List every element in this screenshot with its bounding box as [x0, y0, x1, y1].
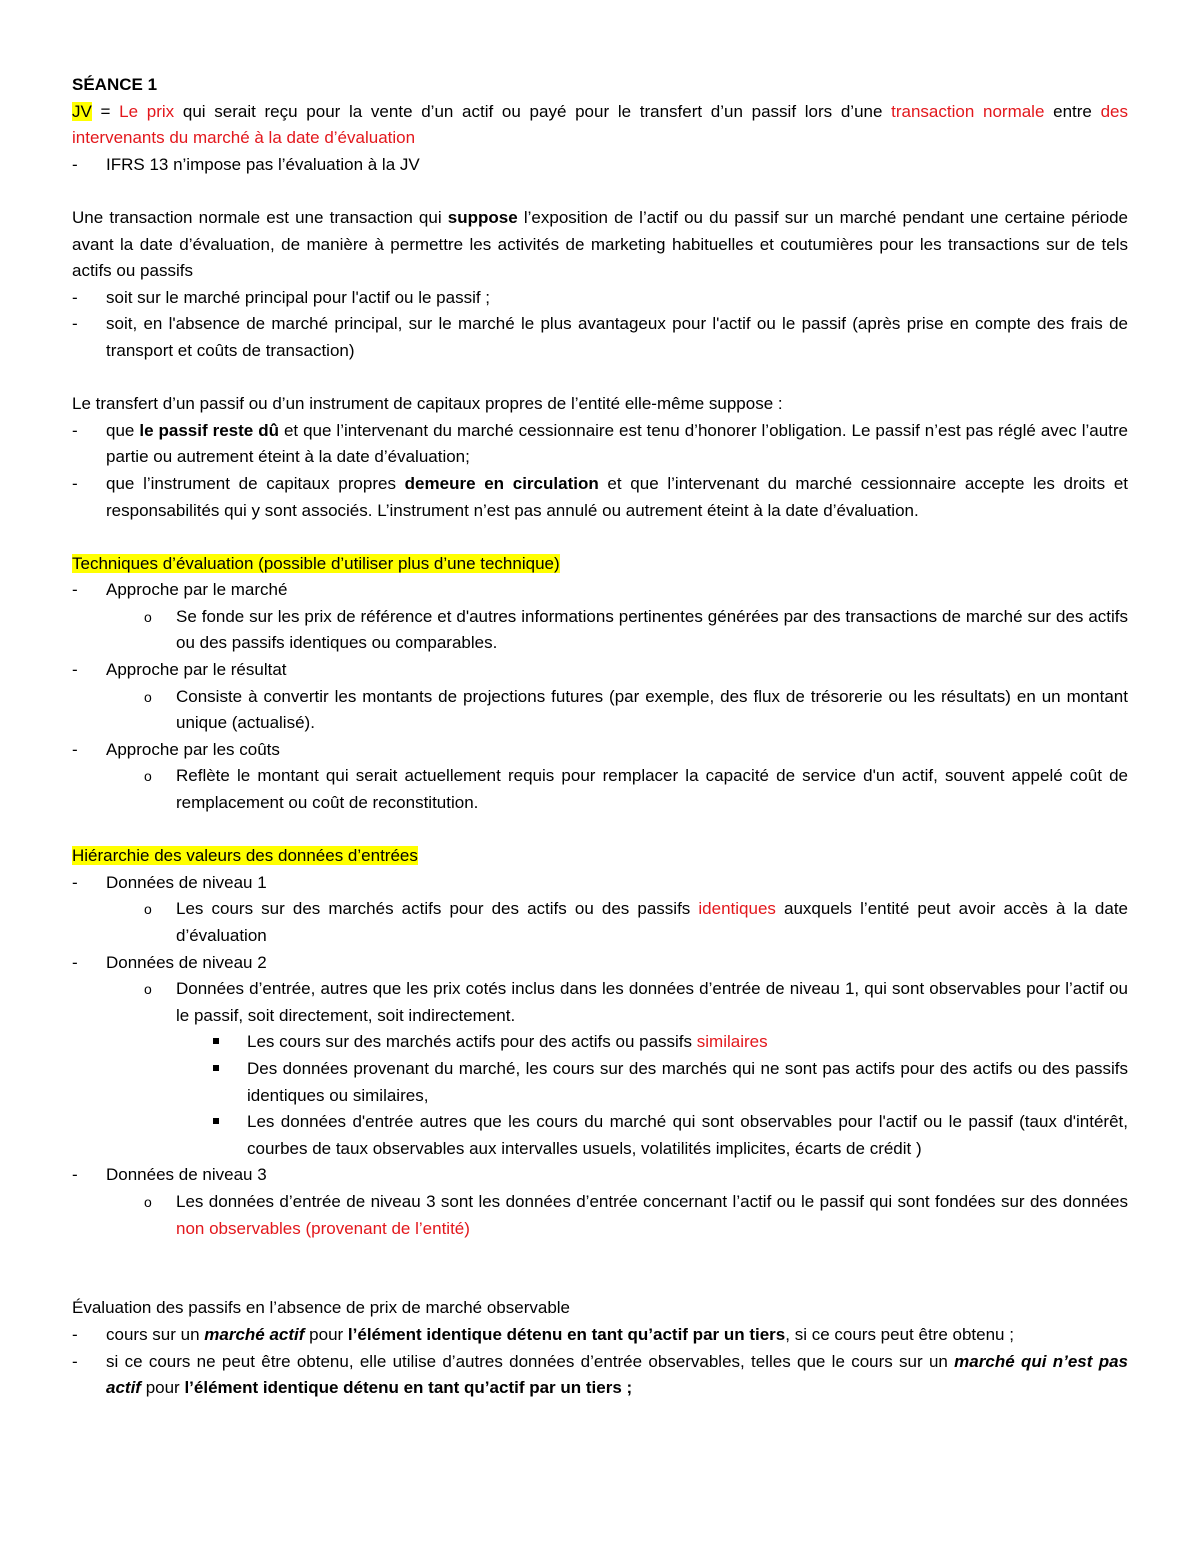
list-item: - que l’instrument de capitaux propres demeure en circulation et que l’intervenant du marché cessionnaire accepte les droits et responsabilités qui y sont associés. L’instrument n’est pas annulé ou autrement éteint à la date d’évaluation.	[72, 473, 1129, 520]
bullet-item: Les données d'entrée autres que les cours du marché qui sont observables pour l'actif ou le passif (taux d'intérêt, courbes de taux observables aux intervalles usuels, volatilités implicites, écarts de crédit )	[72, 1109, 1128, 1162]
list-item: - Données de niveau 2	[72, 952, 267, 972]
list-item: - soit sur le marché principal pour l'actif ou le passif ;	[72, 287, 491, 307]
jv-highlight: JV	[72, 101, 92, 121]
list-item: - IFRS 13 n’impose pas l’évaluation à la JV	[72, 154, 420, 174]
sub-list-item: o Les cours sur des marchés actifs pour des actifs ou des passifs identiques auxquels l’entité peut avoir accès à la date d’évaluation	[144, 899, 1128, 945]
transaction-paragraph: Une transaction normale est une transaction qui suppose l’exposition de l’actif ou du passif sur un marché pendant une certaine période avant la date d’évaluation, de manière à permettre les activités de marketing habituelles et coutumières pour les transactions sur de tels actifs ou passifs	[72, 207, 1128, 281]
list-item: - Approche par le résultat	[72, 660, 287, 680]
page-title: SÉANCE 1	[72, 75, 158, 94]
sub-list-item: o Se fonde sur les prix de référence et d'autres informations pertinentes générées par des transactions de marché sur des actifs ou des passifs identiques ou comparables.	[144, 606, 1128, 653]
sub-list-item: o Consiste à convertir les montants de projections futures (par exemple, des flux de trésorerie ou les résultats) en un montant unique (actualisé).	[144, 686, 1128, 733]
jv-definition: JV = Le prix qui serait reçu pour la vente d’un actif ou payé pour le transfert d’un passif lors d’une transaction normale entre des intervenants du marché à la date d’évaluation	[72, 101, 1128, 148]
sub-list-item: o Données d’entrée, autres que les prix cotés inclus dans les données d’entrée de niveau 1, qui sont observables pour l’actif ou le passif, soit directement, soit indirectement.	[144, 979, 1128, 1025]
list-item: - que le passif reste dû et que l’intervenant du marché cessionnaire est tenu d’honorer l’obligation. Le passif n’est pas réglé avec l’autre partie ou autrement éteint à la date d’évaluation;	[72, 420, 1129, 467]
list-item: - soit, en l'absence de marché principal, sur le marché le plus avantageux pour l'actif ou le passif (après prise en compte des frais de transport et coûts de transaction)	[72, 314, 1128, 360]
list-item: - Données de niveau 3	[72, 1165, 267, 1185]
list-item: - cours sur un marché actif pour l’élément identique détenu en tant qu’actif par un tiers, si ce cours peut être obtenu ;	[72, 1324, 1014, 1344]
list-item: - Approche par le marché	[72, 580, 288, 600]
transfert-intro: Le transfert d’un passif ou d’un instrument de capitaux propres de l’entité elle-même suppose :	[72, 394, 783, 414]
hierarchie-heading: Hiérarchie des valeurs des données d’entrées	[72, 846, 418, 866]
sub-list-item: o Les données d’entrée de niveau 3 sont les données d’entrée concernant l’actif ou le passif qui sont fondées sur des données non observables (provenant de l’entité)	[144, 1191, 1128, 1238]
list-item: - si ce cours ne peut être obtenu, elle utilise d’autres données d’entrée observables, telles que le cours sur un marché qui n’est pas actif pour l’élément identique détenu en tant qu’actif par un tiers ;	[72, 1351, 1128, 1398]
bullet-item: Des données provenant du marché, les cours sur des marchés qui ne sont pas actifs pour des actifs ou des passifs identiques ou similaires,	[72, 1056, 1128, 1109]
bullet-item: Les cours sur des marchés actifs pour des actifs ou passifs similaires	[72, 1029, 1128, 1056]
sub-list-item: o Reflète le montant qui serait actuellement requis pour remplacer la capacité de service d'un actif, souvent appelé coût de remplacement ou coût de reconstitution.	[144, 766, 1128, 813]
techniques-heading: Techniques d’évaluation (possible d’utiliser plus d’une technique)	[72, 553, 560, 573]
list-item: - Données de niveau 1	[72, 872, 267, 892]
passifs-heading: Évaluation des passifs en l’absence de prix de marché observable	[72, 1298, 571, 1318]
list-item: - Approche par les coûts	[72, 739, 280, 759]
